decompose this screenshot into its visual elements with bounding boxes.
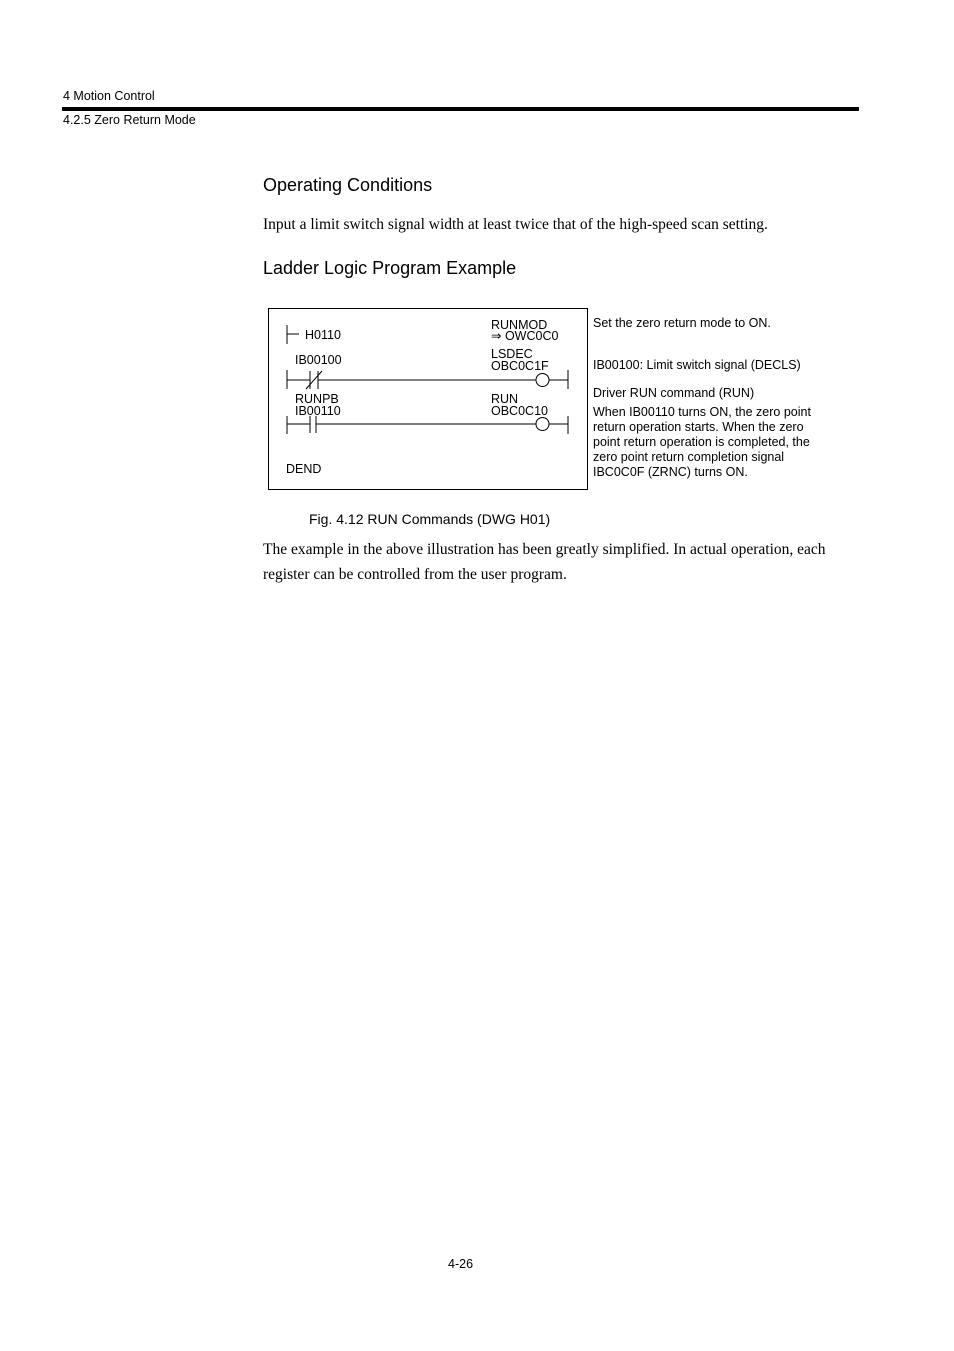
end-label: DEND	[286, 462, 322, 476]
rung2-input-name: IB00100	[295, 353, 342, 367]
rung1-output-reg: ⇒ OWC0C0	[491, 329, 559, 343]
page-number: 4-26	[448, 1257, 474, 1271]
note-limit-switch: IB00100: Limit switch signal (DECLS)	[593, 358, 801, 372]
rung3-output-reg: OBC0C10	[491, 404, 548, 418]
operating-conditions-heading: Operating Conditions	[263, 175, 433, 195]
coil-icon-run	[536, 418, 549, 431]
closing-paragraph: The example in the above illustration has been greatly simplified. In actual operation, each register can be controlled from the user program.	[263, 541, 826, 583]
rung3-output-name: RUN	[491, 392, 519, 406]
note-zero-return-mode: Set the zero return mode to ON.	[593, 316, 771, 330]
figure-caption: Fig. 4.12 RUN Commands (DWG H01)	[309, 511, 551, 527]
section-header: 4.2.5 Zero Return Mode	[63, 113, 196, 127]
note-zero-point-return: When IB00110 turns ON, the zero point return operation starts. When the zero point return operation is completed, the zero point return completion signal IBC0C0F (ZRNC) turns ON.	[593, 405, 811, 479]
rung2-output-name: LSDEC	[491, 347, 533, 361]
note-run-command: Driver RUN command (RUN)	[593, 386, 755, 400]
ladder-example-heading: Ladder Logic Program Example	[263, 258, 517, 278]
rung2-output-reg: OBC0C1F	[491, 359, 549, 373]
rung3-input-reg: IB00110	[295, 404, 341, 418]
rung3-input-name: RUNPB	[295, 392, 339, 406]
coil-icon-lsdec	[536, 374, 549, 387]
chapter-header: 4 Motion Control	[63, 89, 155, 103]
rung1-label: H0110	[305, 328, 341, 342]
operating-conditions-text: Input a limit switch signal width at least twice that of the high-speed scan setting.	[263, 216, 768, 233]
rung1-output-name: RUNMOD	[491, 318, 548, 332]
